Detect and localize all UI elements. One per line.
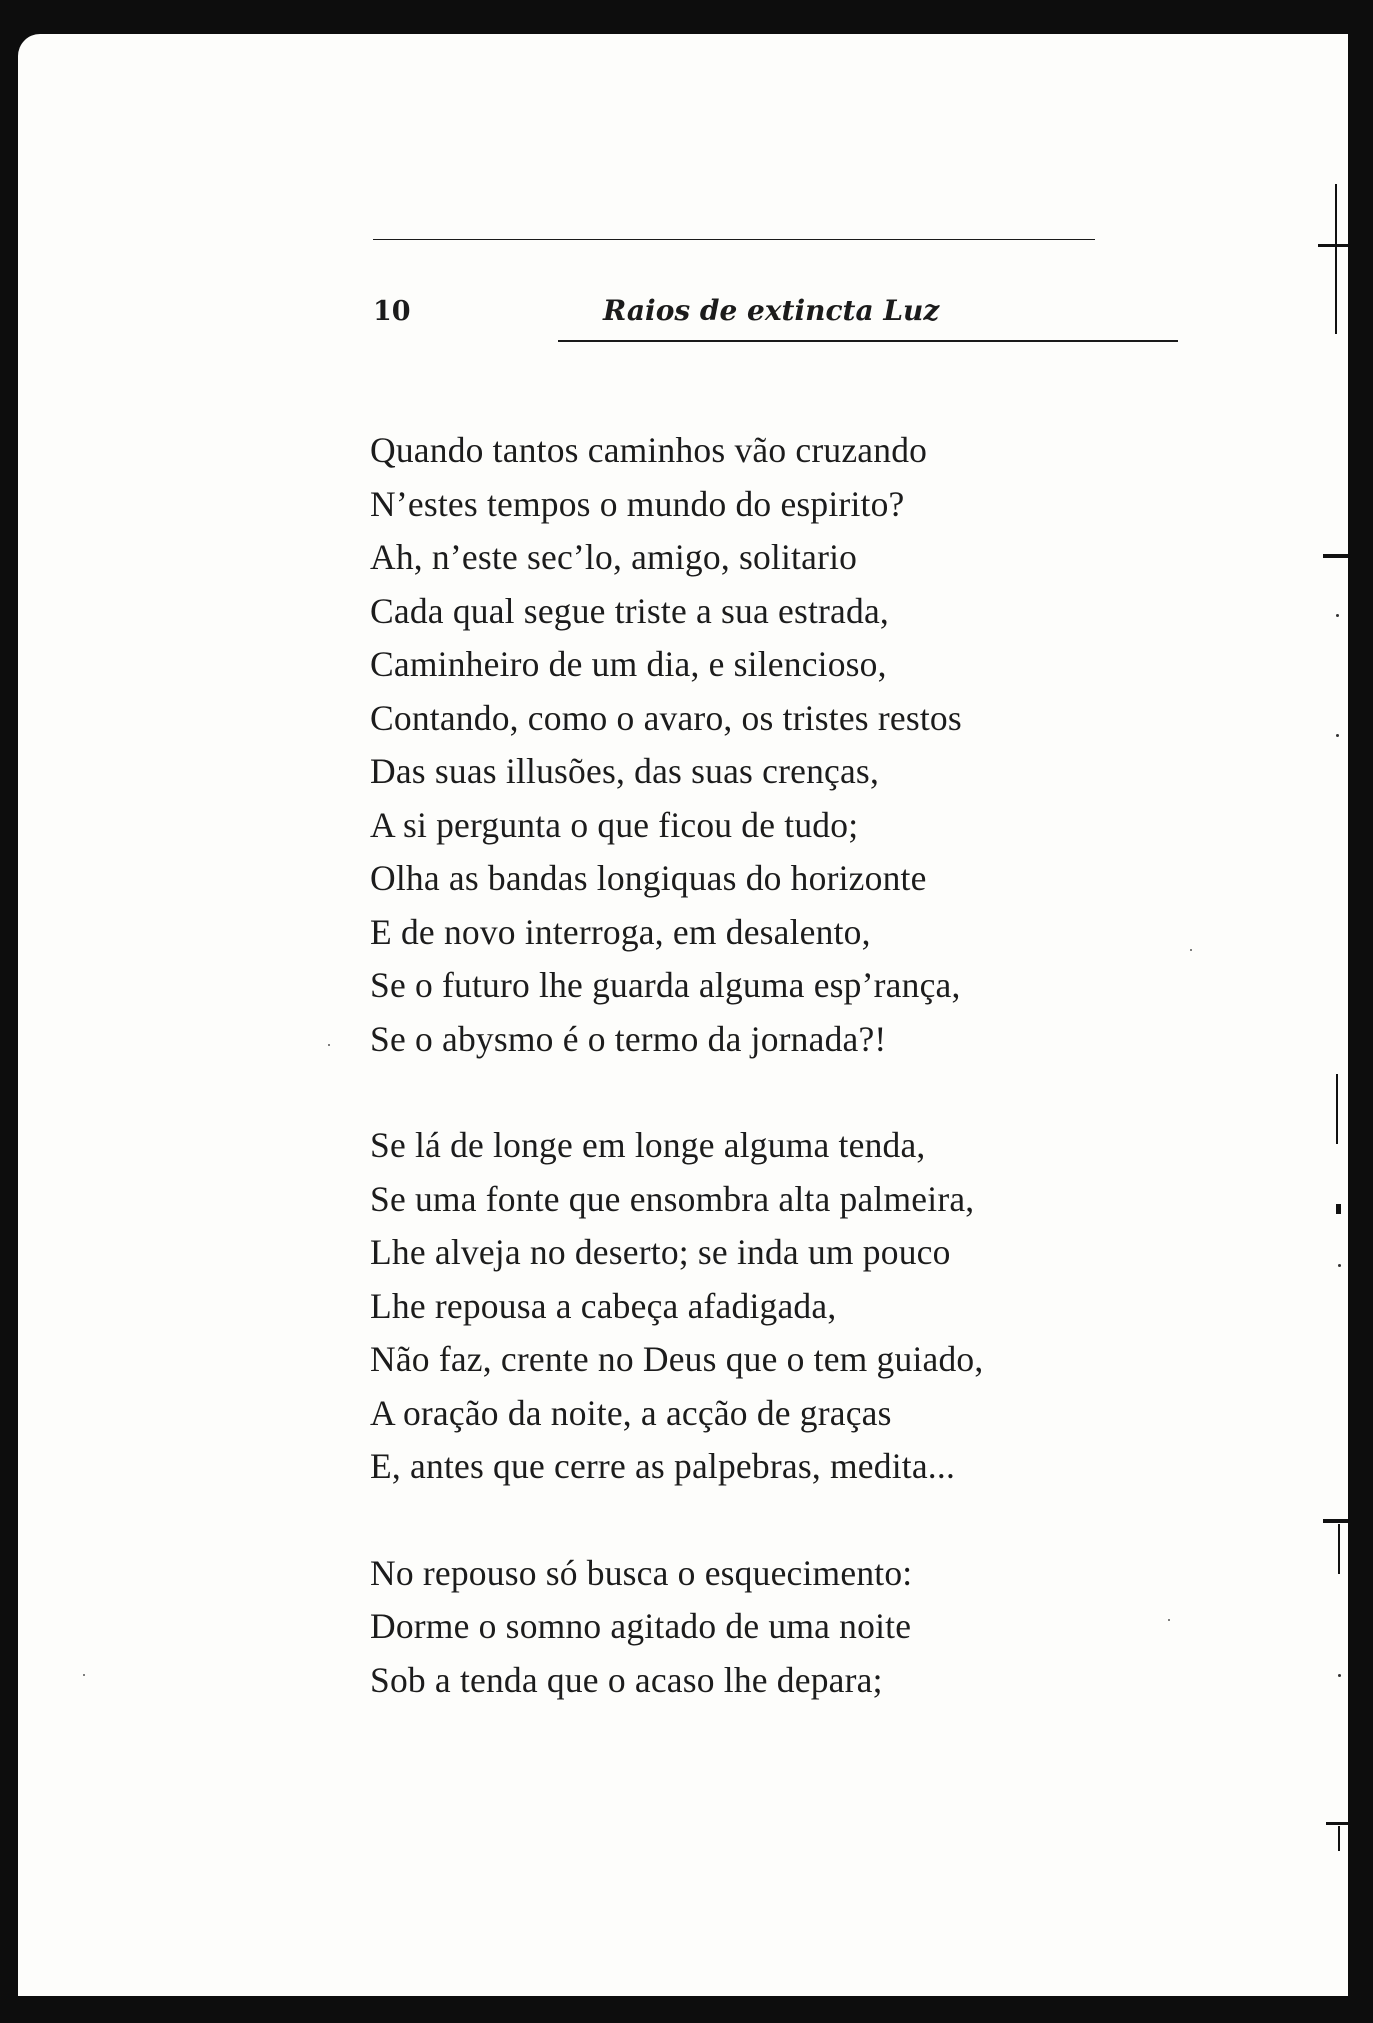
book-page: [18, 34, 1348, 1996]
scan-mark: [1323, 554, 1348, 558]
verse-line: Olha as bandas longiquas do horizonte: [370, 858, 927, 898]
verse-line: Se lá de longe em longe alguma tenda,: [370, 1125, 926, 1165]
verse-line: E, antes que cerre as palpebras, medita...: [370, 1446, 956, 1486]
verse-line: Das suas illusões, das suas crenças,: [370, 751, 880, 791]
verse-line: E de novo interroga, em desalento,: [370, 911, 871, 952]
verse-line: Se uma fonte que ensombra alta palmeira,: [370, 1178, 975, 1219]
verse-line: Lhe alveja no deserto; se inda um pouco: [370, 1232, 951, 1272]
verse-line: Lhe repousa a cabeça afadigada,: [370, 1285, 837, 1326]
scan-dot: [1338, 1264, 1341, 1267]
verse-line: Quando tantos caminhos vão cruzando: [370, 430, 928, 470]
scan-dot: [1336, 734, 1339, 737]
verse-line: Ah, n’este sec’lo, amigo, solitario: [370, 537, 858, 577]
page-number: 10: [373, 296, 411, 327]
verse-line: Sob a tenda que o acaso lhe depara;: [370, 1659, 883, 1700]
paper-speck: [83, 1674, 85, 1676]
verse-line: Não faz, crente no Deus que o tem guiado,: [370, 1339, 984, 1379]
verse-line: Contando, como o avaro, os tristes restos: [370, 697, 962, 738]
verse-line: No repouso só busca o esquecimento:: [370, 1552, 913, 1593]
scan-mark: [1336, 1204, 1341, 1214]
verse-line: Cada qual segue triste a sua estrada,: [370, 590, 889, 631]
scan-mark: [1336, 1074, 1338, 1144]
paper-speck: [1168, 1619, 1170, 1621]
verse-line: N’estes tempos o mundo do espirito?: [370, 483, 905, 524]
verse-line: Se o abysmo é o termo da jornada?!: [370, 1018, 887, 1059]
header-bottom-rule: [558, 340, 1178, 342]
paper-speck: [328, 1044, 330, 1046]
poem-body: [370, 424, 983, 1707]
verse-line: Dorme o somno agitado de uma noite: [370, 1606, 912, 1646]
verse-line: A si pergunta o que ficou de tudo;: [370, 804, 859, 845]
scan-mark: [1335, 184, 1337, 334]
stanza: [370, 1119, 983, 1494]
scan-mark: [1326, 1822, 1348, 1825]
scan-mark: [1318, 244, 1348, 247]
scan-mark: [1323, 1519, 1348, 1523]
running-title: Raios de extincta Luz: [603, 294, 940, 327]
scan-dot: [1338, 1674, 1341, 1677]
stanza: [370, 1547, 983, 1708]
verse-line: A oração da noite, a acção de graças: [370, 1392, 892, 1433]
scan-mark: [1338, 1524, 1340, 1574]
scan-dot: [1336, 614, 1339, 617]
verse-line: Se o futuro lhe guarda alguma esp’rança,: [370, 965, 961, 1005]
header-top-rule: [373, 239, 1095, 240]
paper-speck: [1190, 949, 1192, 951]
stanza: [370, 424, 983, 1066]
scan-mark: [1338, 1826, 1340, 1851]
verse-line: Caminheiro de um dia, e silencioso,: [370, 644, 887, 684]
